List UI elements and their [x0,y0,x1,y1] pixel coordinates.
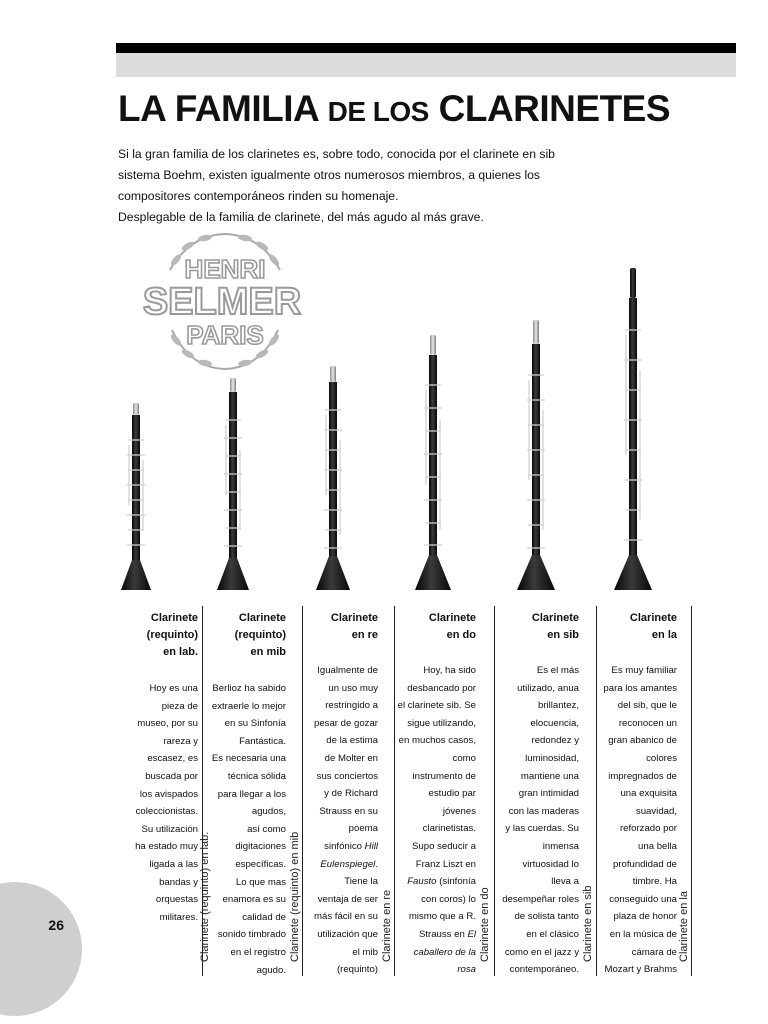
title-part-de-los: DE LOS [327,96,429,127]
title-part-familia: FAMILIA [174,88,318,129]
column-divider [302,606,303,976]
column-text: Igualmente de un uso muy restringido a pesar de gozar de la estima de Molter en sus conciertos y de Richard Strauss en su poema sinfónico Hill Eulenspiegel. Tiene la ventaja de ser más fácil en su utilización que el mib (requinto) [314,665,378,976]
column-text: Hoy es una pieza de museo, por su rareza y escasez, es buscada por los avispados coleccionistas. Su utilización ha estado muy ligada a las bandas y orquestas militares. [135,683,198,923]
column-divider [394,606,395,976]
intro-line: Si la gran familia de los clarinetes es, sobre todo, conocida por el clarinete en sib [118,147,555,161]
column-heading: Clarinete (requinto) en lab. [146,612,198,658]
column-text: Berlioz ha sabido extraerle lo mejor en su Sinfonía Fantástica. Es necesaria una técnica sólida para llegar a los agudos, así como digitaciones específicas. Lo que mas enamora es su calidad de sonido timbrado en el registro agudo. [211,683,286,976]
logo-paris: PARIS [186,320,264,350]
clarinet-do-image [415,335,451,590]
intro-paragraph [118,144,598,228]
column-do [394,606,494,976]
clarinet-re-image [316,366,350,590]
column-vertical-label: Clarinete (requinto) en mib [289,831,301,962]
column-la [596,606,692,976]
column-divider [494,606,495,976]
column-heading: Clarinete en sib [531,612,579,641]
column-divider [596,606,597,976]
title-part-la: LA [118,88,165,129]
column-lab [112,606,212,976]
logo-selmer: SELMER [142,281,302,323]
column-re [302,606,394,976]
column-divider [691,606,692,976]
column-vertical-label: Clarinete en la [678,891,690,962]
selmer-paris-logo [130,230,320,372]
page-number-tab [0,882,82,1016]
column-divider [202,606,203,976]
intro-line: sistema Boehm, existen igualmente otros numerosos miembros, a quienes los [118,168,541,182]
column-heading: Clarinete (requinto) en mib [234,612,286,658]
column-vertical-label: Clarinete (requinto) en lab. [199,831,211,962]
page-number: 26 [48,917,64,933]
column-vertical-label: Clarinete en sib [582,885,594,962]
column-text: Es muy familiar para los amantes del sib, que le reconocen un gran abanico de colores impregnados de una exquisita suavidad, reforzado por una bella profundidad de timbre. Ha conseguido una plaza de honor en la música de cámara de Mozart y Brahms [603,665,677,976]
intro-line: Desplegable de la familia de clarinete, del más agudo al más grave. [118,210,484,224]
header-grey-band [116,53,736,77]
column-mib [202,606,302,976]
column-text: Es el más utilizado, anua brillantez, elocuencia, redondez y luminosidad, mantiene una gran intimidad con las maderas y las cuerdas. Su inmensa virtuosidad lo lleva a desempeñar roles de solista tanto en el clásico como en el jazz y contemporáneo. [502,665,579,976]
column-heading: Clarinete en do [428,612,476,641]
clarinet-mib-image [217,378,249,590]
page-title [118,88,670,130]
column-vertical-label: Clarinete en re [381,889,393,962]
logo-henri: HENRI [184,254,266,284]
column-heading: Clarinete en la [629,612,677,641]
title-part-clarinetes: CLARINETES [438,88,671,129]
column-vertical-label: Clarinete en do [479,887,491,962]
column-heading: Clarinete en re [330,612,378,641]
clarinet-sib-image [517,320,555,590]
intro-line: compositores contemporáneos rinden su homenaje. [118,189,399,203]
clarinet-lab-image [121,403,151,590]
header-black-rule [116,43,736,53]
column-text: Hoy, ha sido desbancado por el clarinete sib. Se sigue utilizando, en muchos casos, como instrumento de estudio par jóvenes clarinetistas. Supo seducir a Franz Liszt en Fausto (sinfonía con coros) lo mismo que a R. Strauss en El caballero de la rosa [397,665,476,976]
column-sib [494,606,596,976]
clarinet-la-image [614,268,652,590]
